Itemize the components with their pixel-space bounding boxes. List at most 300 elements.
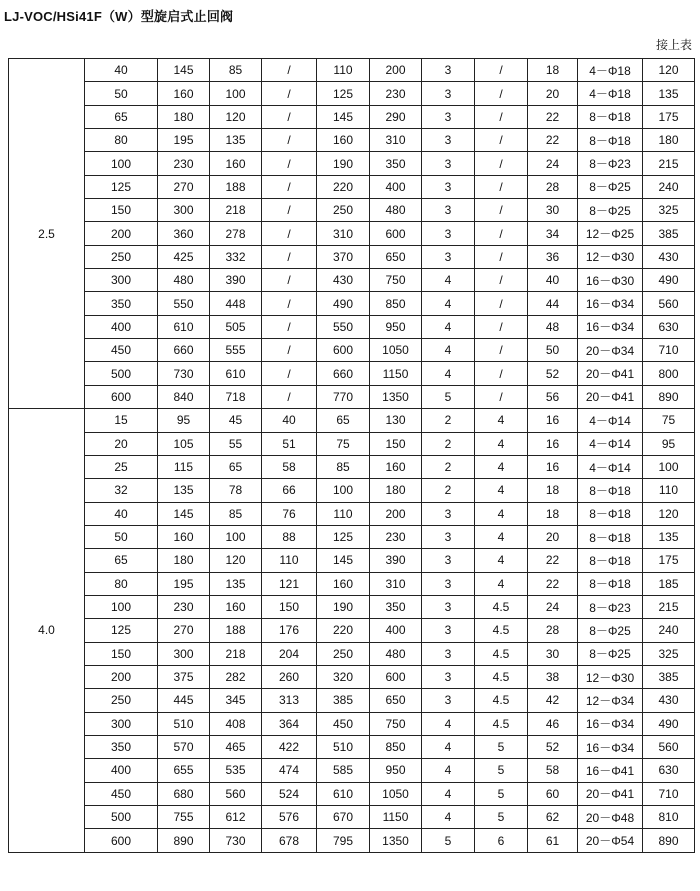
table-row — [9, 572, 695, 595]
table-cell: 524 — [262, 782, 317, 805]
table-cell: 16－Φ34 — [578, 292, 643, 315]
table-cell: 3 — [422, 152, 475, 175]
table-cell: 100 — [210, 525, 262, 548]
table-cell: 535 — [210, 759, 262, 782]
table-cell: 660 — [158, 339, 210, 362]
table-cell: / — [475, 129, 528, 152]
table-cell: 950 — [370, 759, 422, 782]
table-cell: 490 — [643, 712, 695, 735]
table-cell: 16－Φ30 — [578, 269, 643, 292]
table-cell: / — [262, 82, 317, 105]
table-cell: 65 — [85, 105, 158, 128]
table-cell: 950 — [370, 315, 422, 338]
table-cell: / — [262, 362, 317, 385]
table-cell: 4 — [422, 735, 475, 758]
table-cell: 125 — [317, 525, 370, 548]
table-cell: 22 — [528, 549, 578, 572]
table-cell: 135 — [158, 479, 210, 502]
table-cell: 4.5 — [475, 642, 528, 665]
table-cell: 850 — [370, 292, 422, 315]
table-row — [9, 502, 695, 525]
table-cell: 150 — [262, 595, 317, 618]
table-cell: / — [475, 199, 528, 222]
table-cell: 145 — [317, 105, 370, 128]
table-row — [9, 806, 695, 829]
table-row — [9, 735, 695, 758]
table-cell: 200 — [85, 222, 158, 245]
table-cell: 16－Φ41 — [578, 759, 643, 782]
table-cell: 40 — [85, 59, 158, 82]
table-cell: 680 — [158, 782, 210, 805]
table-cell: 430 — [643, 689, 695, 712]
table-cell: 135 — [643, 525, 695, 548]
table-cell: 100 — [210, 82, 262, 105]
table-cell: 16 — [528, 409, 578, 432]
table-cell: 50 — [528, 339, 578, 362]
table-cell: 480 — [370, 642, 422, 665]
table-cell: 188 — [210, 175, 262, 198]
table-cell: / — [475, 175, 528, 198]
table-cell: 550 — [317, 315, 370, 338]
table-cell: 4－Φ14 — [578, 432, 643, 455]
table-row — [9, 315, 695, 338]
valve-dimension-table — [8, 58, 695, 853]
table-cell: 2 — [422, 479, 475, 502]
table-cell: 2 — [422, 409, 475, 432]
table-cell: 5 — [422, 385, 475, 408]
table-cell: 650 — [370, 689, 422, 712]
table-cell: 325 — [643, 199, 695, 222]
table-cell: 610 — [158, 315, 210, 338]
table-cell: 3 — [422, 245, 475, 268]
table-cell: 145 — [158, 502, 210, 525]
table-cell: 220 — [317, 619, 370, 642]
table-cell: 278 — [210, 222, 262, 245]
table-cell: 190 — [317, 595, 370, 618]
table-cell: 890 — [158, 829, 210, 852]
table-cell: 8－Φ18 — [578, 129, 643, 152]
table-cell: 12－Φ30 — [578, 245, 643, 268]
table-cell: 430 — [317, 269, 370, 292]
table-cell: 20－Φ41 — [578, 385, 643, 408]
table-cell: 610 — [317, 782, 370, 805]
table-cell: 28 — [528, 619, 578, 642]
table-cell: 270 — [158, 175, 210, 198]
table-cell: 65 — [317, 409, 370, 432]
table-row — [9, 642, 695, 665]
table-cell: 20 — [528, 82, 578, 105]
table-cell: 350 — [370, 152, 422, 175]
table-cell: 58 — [528, 759, 578, 782]
table-cell: 576 — [262, 806, 317, 829]
table-cell: 4 — [422, 269, 475, 292]
table-row — [9, 362, 695, 385]
table-cell: 145 — [158, 59, 210, 82]
table-cell: 30 — [528, 199, 578, 222]
table-cell: 20 — [85, 432, 158, 455]
table-cell: 1350 — [370, 385, 422, 408]
table-cell: 36 — [528, 245, 578, 268]
table-cell: 65 — [85, 549, 158, 572]
table-cell: 150 — [85, 199, 158, 222]
table-cell: 160 — [158, 525, 210, 548]
table-cell: 730 — [210, 829, 262, 852]
table-cell: 32 — [85, 479, 158, 502]
table-cell: 20－Φ54 — [578, 829, 643, 852]
table-cell: 500 — [85, 806, 158, 829]
table-row — [9, 222, 695, 245]
table-cell: 3 — [422, 595, 475, 618]
table-cell: / — [262, 339, 317, 362]
table-cell: 4－Φ14 — [578, 409, 643, 432]
table-cell: 730 — [158, 362, 210, 385]
table-cell: / — [475, 222, 528, 245]
table-row — [9, 269, 695, 292]
table-cell: 650 — [370, 245, 422, 268]
table-cell: 50 — [85, 525, 158, 548]
table-cell: 655 — [158, 759, 210, 782]
table-row — [9, 105, 695, 128]
table-cell: 230 — [370, 525, 422, 548]
table-cell: 3 — [422, 222, 475, 245]
table-cell: 400 — [370, 175, 422, 198]
table-cell: 390 — [370, 549, 422, 572]
table-cell: 220 — [317, 175, 370, 198]
table-cell: 160 — [210, 152, 262, 175]
table-cell: 795 — [317, 829, 370, 852]
table-cell: 345 — [210, 689, 262, 712]
table-cell: / — [262, 152, 317, 175]
table-cell: 4 — [422, 806, 475, 829]
table-cell: 188 — [210, 619, 262, 642]
table-cell: 100 — [643, 455, 695, 478]
table-cell: 8－Φ23 — [578, 152, 643, 175]
table-cell: 250 — [317, 199, 370, 222]
table-cell: 5 — [475, 806, 528, 829]
table-cell: 8－Φ18 — [578, 502, 643, 525]
table-cell: 600 — [370, 222, 422, 245]
table-cell: 390 — [210, 269, 262, 292]
table-cell: 385 — [317, 689, 370, 712]
table-cell: 175 — [643, 105, 695, 128]
table-cell: 34 — [528, 222, 578, 245]
table-cell: 24 — [528, 152, 578, 175]
table-cell: 180 — [643, 129, 695, 152]
table-cell: 44 — [528, 292, 578, 315]
table-cell: 195 — [158, 572, 210, 595]
table-cell: 75 — [643, 409, 695, 432]
table-cell: 3 — [422, 665, 475, 688]
table-cell: 600 — [85, 385, 158, 408]
table-cell: 51 — [262, 432, 317, 455]
table-cell: 200 — [370, 502, 422, 525]
table-cell: 135 — [210, 572, 262, 595]
table-cell: 110 — [643, 479, 695, 502]
table-cell: 4 — [422, 759, 475, 782]
table-cell: 16 — [528, 432, 578, 455]
table-cell: 20－Φ48 — [578, 806, 643, 829]
table-cell: 600 — [370, 665, 422, 688]
table-cell: 12－Φ25 — [578, 222, 643, 245]
table-cell: 20－Φ34 — [578, 339, 643, 362]
table-cell: 422 — [262, 735, 317, 758]
table-cell: 385 — [643, 222, 695, 245]
table-cell: 115 — [158, 455, 210, 478]
table-cell: 4 — [422, 362, 475, 385]
table-cell: / — [262, 222, 317, 245]
table-cell: 630 — [643, 315, 695, 338]
table-cell: 425 — [158, 245, 210, 268]
table-cell: 510 — [317, 735, 370, 758]
table-cell: 300 — [158, 642, 210, 665]
table-cell: 840 — [158, 385, 210, 408]
table-cell: 4－Φ18 — [578, 59, 643, 82]
table-cell: 204 — [262, 642, 317, 665]
table-cell: 76 — [262, 502, 317, 525]
table-row — [9, 549, 695, 572]
table-cell: 3 — [422, 619, 475, 642]
table-cell: / — [475, 59, 528, 82]
table-row — [9, 712, 695, 735]
table-cell: 176 — [262, 619, 317, 642]
table-cell: 270 — [158, 619, 210, 642]
table-cell: 160 — [317, 129, 370, 152]
table-cell: 450 — [85, 782, 158, 805]
table-cell: 325 — [643, 642, 695, 665]
table-cell: 4 — [475, 432, 528, 455]
table-cell: 215 — [643, 595, 695, 618]
table-cell: 4 — [422, 315, 475, 338]
table-cell: 18 — [528, 59, 578, 82]
table-cell: 4 — [422, 339, 475, 362]
table-body — [9, 59, 695, 853]
table-cell: 2 — [422, 455, 475, 478]
table-cell: 350 — [370, 595, 422, 618]
table-cell: 42 — [528, 689, 578, 712]
table-cell: 4 — [475, 502, 528, 525]
table-cell: 120 — [643, 502, 695, 525]
table-cell: 612 — [210, 806, 262, 829]
table-cell: / — [475, 269, 528, 292]
table-row — [9, 782, 695, 805]
table-cell: 718 — [210, 385, 262, 408]
table-cell: 5 — [422, 829, 475, 852]
table-cell: 16－Φ34 — [578, 315, 643, 338]
table-cell: 660 — [317, 362, 370, 385]
table-cell: 8－Φ18 — [578, 105, 643, 128]
table-cell: 3 — [422, 572, 475, 595]
table-row — [9, 175, 695, 198]
table-cell: 80 — [85, 129, 158, 152]
table-cell: 240 — [643, 619, 695, 642]
table-row — [9, 245, 695, 268]
table-row — [9, 409, 695, 432]
table-cell: 160 — [158, 82, 210, 105]
table-cell: 710 — [643, 339, 695, 362]
table-cell: 890 — [643, 829, 695, 852]
table-row — [9, 619, 695, 642]
table-row — [9, 665, 695, 688]
table-cell: 4 — [475, 455, 528, 478]
table-cell: 80 — [85, 572, 158, 595]
table-cell: 810 — [643, 806, 695, 829]
table-cell: 100 — [85, 595, 158, 618]
table-row — [9, 689, 695, 712]
table-cell: 8－Φ18 — [578, 572, 643, 595]
table-cell: 250 — [85, 245, 158, 268]
table-cell: 110 — [262, 549, 317, 572]
table-cell: 4 — [422, 782, 475, 805]
table-cell: 678 — [262, 829, 317, 852]
table-cell: 105 — [158, 432, 210, 455]
table-cell: 52 — [528, 735, 578, 758]
table-cell: 8－Φ25 — [578, 175, 643, 198]
table-row — [9, 152, 695, 175]
table-cell: 180 — [158, 549, 210, 572]
table-cell: 24 — [528, 595, 578, 618]
table-cell: 120 — [643, 59, 695, 82]
table-cell: 560 — [643, 735, 695, 758]
table-cell: 450 — [85, 339, 158, 362]
table-cell: 185 — [643, 572, 695, 595]
table-row — [9, 385, 695, 408]
table-cell: 3 — [422, 502, 475, 525]
table-cell: 6 — [475, 829, 528, 852]
table-cell: 200 — [85, 665, 158, 688]
table-cell: 550 — [158, 292, 210, 315]
table-cell: 160 — [370, 455, 422, 478]
table-row — [9, 829, 695, 852]
table-cell: 3 — [422, 199, 475, 222]
table-cell: 310 — [370, 572, 422, 595]
table-cell: 65 — [210, 455, 262, 478]
table-cell: 110 — [317, 502, 370, 525]
table-cell: 12－Φ34 — [578, 689, 643, 712]
table-cell: 300 — [85, 712, 158, 735]
table-cell: 474 — [262, 759, 317, 782]
table-cell: 8－Φ25 — [578, 199, 643, 222]
table-cell: 95 — [158, 409, 210, 432]
table-cell: 50 — [85, 82, 158, 105]
table-cell: 4－Φ18 — [578, 82, 643, 105]
table-cell: 5 — [475, 735, 528, 758]
table-cell: 28 — [528, 175, 578, 198]
table-cell: 16 — [528, 455, 578, 478]
table-cell: 85 — [210, 502, 262, 525]
table-cell: 505 — [210, 315, 262, 338]
table-cell: 61 — [528, 829, 578, 852]
table-cell: 430 — [643, 245, 695, 268]
table-cell: / — [262, 292, 317, 315]
table-cell: 290 — [370, 105, 422, 128]
table-cell: 135 — [210, 129, 262, 152]
table-cell: 800 — [643, 362, 695, 385]
table-cell: 500 — [85, 362, 158, 385]
table-row — [9, 292, 695, 315]
table-cell: 4.5 — [475, 665, 528, 688]
table-cell: 38 — [528, 665, 578, 688]
table-cell: 1050 — [370, 782, 422, 805]
table-cell: 121 — [262, 572, 317, 595]
table-cell: / — [262, 269, 317, 292]
table-row — [9, 199, 695, 222]
table-cell: 40 — [262, 409, 317, 432]
table-cell: 2 — [422, 432, 475, 455]
page-title: LJ-VOC/HSi41F（W）型旋启式止回阀 — [4, 9, 234, 24]
table-cell: 195 — [158, 129, 210, 152]
table-cell: 448 — [210, 292, 262, 315]
table-cell: 230 — [370, 82, 422, 105]
table-cell: 200 — [370, 59, 422, 82]
table-cell: 4 — [475, 572, 528, 595]
table-cell: 160 — [317, 572, 370, 595]
table-cell: 46 — [528, 712, 578, 735]
table-cell: 8－Φ23 — [578, 595, 643, 618]
table-cell: 450 — [317, 712, 370, 735]
table-cell: / — [262, 175, 317, 198]
table-cell: 215 — [643, 152, 695, 175]
table-cell: / — [262, 245, 317, 268]
table-cell: 490 — [643, 269, 695, 292]
table-cell: 100 — [317, 479, 370, 502]
table-cell: 3 — [422, 105, 475, 128]
table-cell: 490 — [317, 292, 370, 315]
table-cell: 4 — [475, 549, 528, 572]
table-cell: / — [262, 59, 317, 82]
continued-note: 接上表 — [655, 38, 692, 52]
table-cell: / — [262, 385, 317, 408]
table-cell: 40 — [85, 502, 158, 525]
table-cell: 218 — [210, 199, 262, 222]
table-cell: 555 — [210, 339, 262, 362]
table-cell: 332 — [210, 245, 262, 268]
table-cell: 250 — [317, 642, 370, 665]
table-cell: 180 — [370, 479, 422, 502]
table-cell: 30 — [528, 642, 578, 665]
table-cell: 400 — [85, 315, 158, 338]
table-cell: 770 — [317, 385, 370, 408]
table-cell: 18 — [528, 502, 578, 525]
table-cell: 4 — [475, 479, 528, 502]
table-cell: 22 — [528, 105, 578, 128]
table-cell: 58 — [262, 455, 317, 478]
table-cell: 20－Φ41 — [578, 362, 643, 385]
table-cell: 1350 — [370, 829, 422, 852]
table-cell: / — [262, 315, 317, 338]
table-row — [9, 82, 695, 105]
table-cell: 4.5 — [475, 689, 528, 712]
table-row — [9, 339, 695, 362]
table-cell: 218 — [210, 642, 262, 665]
table-cell: 45 — [210, 409, 262, 432]
table-cell: 360 — [158, 222, 210, 245]
table-cell: 85 — [210, 59, 262, 82]
table-cell: 110 — [317, 59, 370, 82]
table-cell: 3 — [422, 59, 475, 82]
table-cell: 22 — [528, 572, 578, 595]
table-cell: 260 — [262, 665, 317, 688]
table-cell: 120 — [210, 105, 262, 128]
table-cell: / — [475, 385, 528, 408]
table-cell: 850 — [370, 735, 422, 758]
table-cell: 3 — [422, 175, 475, 198]
table-cell: 560 — [643, 292, 695, 315]
table-cell: 4.5 — [475, 595, 528, 618]
table-row — [9, 759, 695, 782]
table-cell: 22 — [528, 129, 578, 152]
table-cell: / — [475, 245, 528, 268]
table-cell: 4 — [422, 292, 475, 315]
